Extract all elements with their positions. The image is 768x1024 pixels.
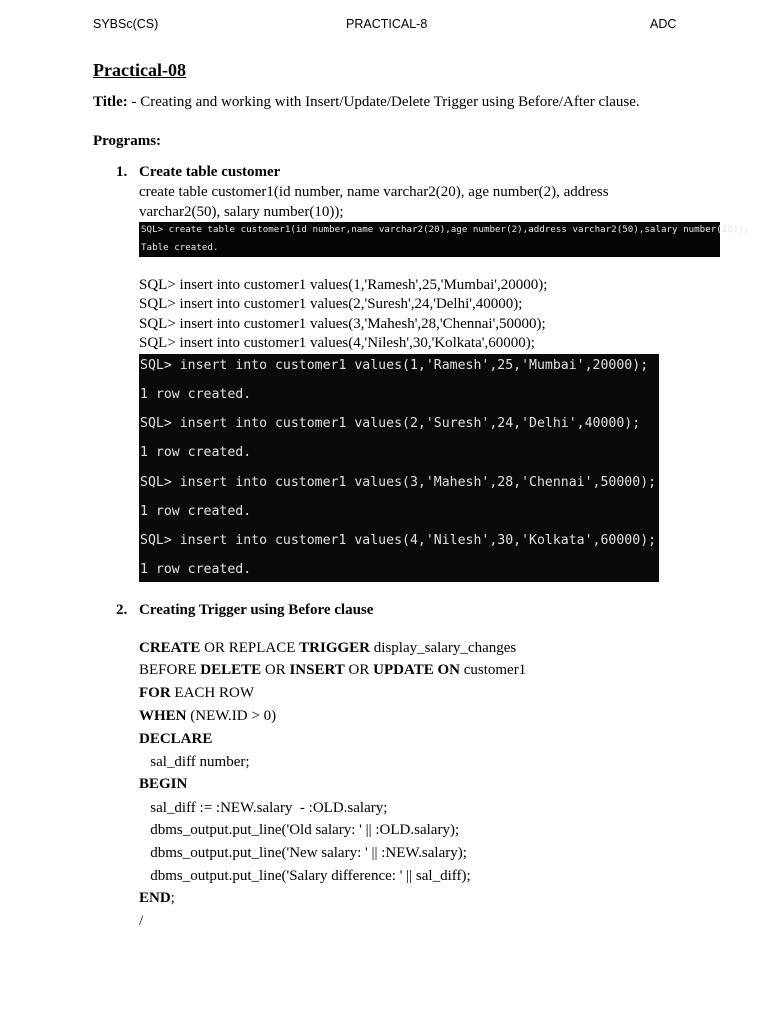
trigger-code-line: FOR EACH ROW	[139, 685, 254, 701]
insert-statement: SQL> insert into customer1 values(3,'Mahesh',28,'Chennai',50000);	[139, 316, 546, 332]
trigger-code-line: sal_diff number;	[139, 754, 250, 770]
trigger-code-line: dbms_output.put_line('New salary: ' || :NEW.salary);	[139, 845, 467, 861]
terminal-line: SQL> insert into customer1 values(1,'Ramesh',25,'Mumbai',20000);	[140, 358, 649, 373]
trigger-code-line: sal_diff := :NEW.salary - :OLD.salary;	[139, 800, 388, 816]
insert-statement: SQL> insert into customer1 values(1,'Ramesh',25,'Mumbai',20000);	[139, 277, 548, 293]
create-statement-line-2: varchar2(50), salary number(10));	[139, 204, 344, 220]
terminal-line: 1 row created.	[140, 504, 252, 519]
terminal-line: SQL> insert into customer1 values(3,'Mahesh',28,'Chennai',50000);	[140, 475, 657, 490]
terminal-line: SQL> create table customer1(id number,name varchar2(20),age number(2),address varchar2(50),salary number(10));	[141, 224, 750, 235]
trigger-code-line: /	[139, 913, 144, 929]
section2-heading: Creating Trigger using Before clause	[139, 602, 374, 618]
title-line	[93, 94, 640, 111]
trigger-code-line: dbms_output.put_line('Old salary: ' || :OLD.salary);	[139, 822, 460, 838]
terminal-line: Table created.	[141, 242, 219, 253]
section1-number: 1.	[116, 164, 128, 180]
header-course: SYBSc(CS)	[93, 17, 159, 31]
create-statement-line-1: create table customer1(id number, name varchar2(20), age number(2), address	[139, 184, 609, 200]
title-text: - Creating and working with Insert/Update/Delete Trigger using Before/After clause.	[127, 94, 640, 110]
terminal-line: 1 row created.	[140, 387, 252, 402]
programs-label: Programs:	[93, 133, 162, 149]
create-table-terminal	[139, 222, 750, 257]
trigger-code-line: dbms_output.put_line('Salary difference: ' || sal_diff);	[139, 868, 471, 884]
terminal-line: 1 row created.	[140, 562, 252, 577]
title-label: Title:	[93, 94, 128, 110]
trigger-code-line: END;	[139, 890, 175, 906]
terminal-line: SQL> insert into customer1 values(2,'Suresh',24,'Delhi',40000);	[140, 416, 641, 431]
header-practical: PRACTICAL-8	[346, 17, 428, 31]
section1-heading: Create table customer	[139, 164, 281, 180]
terminal-line: 1 row created.	[140, 445, 252, 460]
trigger-code-line: DECLARE	[139, 731, 213, 747]
trigger-code-line: BEGIN	[139, 776, 188, 792]
insert-terminal	[139, 354, 659, 582]
page-heading: Practical-08	[93, 60, 186, 80]
insert-statement: SQL> insert into customer1 values(2,'Suresh',24,'Delhi',40000);	[139, 296, 523, 312]
trigger-code-line: WHEN (NEW.ID > 0)	[139, 708, 277, 724]
section2-number: 2.	[116, 602, 128, 618]
trigger-code-line: CREATE OR REPLACE TRIGGER display_salary_changes	[139, 640, 517, 656]
insert-statement: SQL> insert into customer1 values(4,'Nilesh',30,'Kolkata',60000);	[139, 335, 535, 351]
terminal-line: SQL> insert into customer1 values(4,'Nilesh',30,'Kolkata',60000);	[140, 533, 657, 548]
trigger-code-line: BEFORE DELETE OR INSERT OR UPDATE ON customer1	[139, 662, 527, 678]
header-subject: ADC	[650, 17, 677, 31]
